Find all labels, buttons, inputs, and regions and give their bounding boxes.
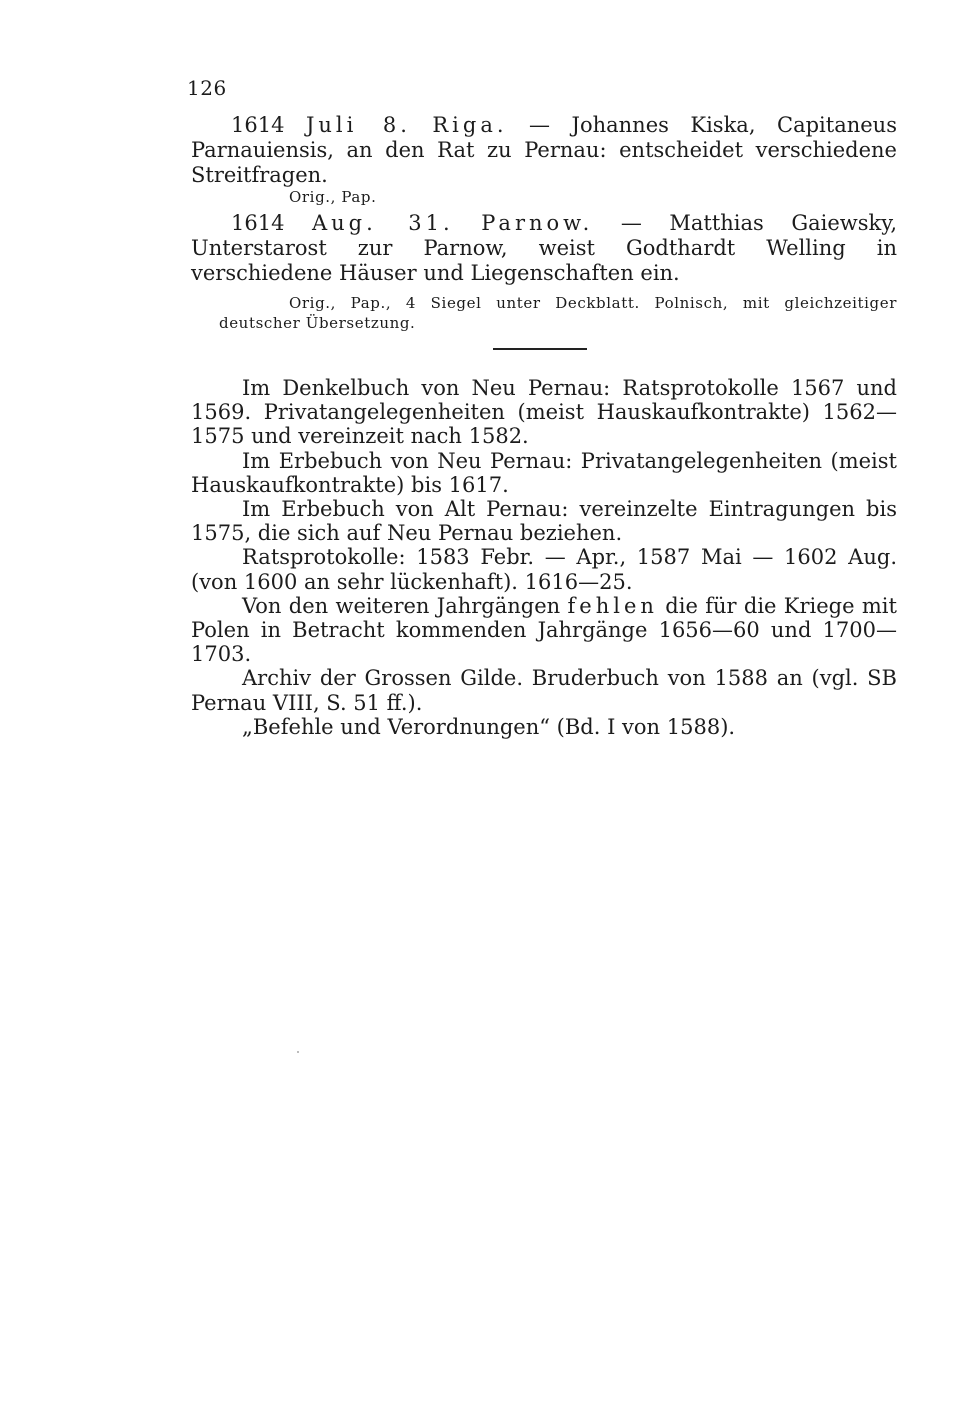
- section-divider: [493, 348, 587, 350]
- entry-text: [191, 113, 897, 188]
- entry-year: 1614: [231, 113, 285, 137]
- entry-note: Orig., Pap.: [289, 188, 377, 206]
- regest-entry: [191, 113, 897, 188]
- fehlen-before: Von den weiteren Jahrgängen: [242, 593, 561, 618]
- fehlen-emphasis: fehlen: [567, 593, 658, 618]
- entry-summary: — Matthias Gaiewsky, Unterstarost zur Parnow, weist Godthardt Welling in verschiedene Häuser und Liegenschaften ein.: [191, 211, 897, 285]
- entry-text: [191, 211, 897, 286]
- entry-summary: — Johannes Kiska, Capitaneus Parnauiensis, an den Rat zu Pernau: entscheidet verschiedene Streitfragen.: [191, 113, 897, 187]
- overview-paragraph: „Befehle und Verordnungen“ (Bd. I von 1588).: [242, 714, 736, 739]
- overview-paragraph: [191, 594, 897, 667]
- archive-overview: [191, 376, 897, 739]
- entry-date: Juli 8.: [305, 113, 411, 137]
- entry-place: Parnow.: [481, 211, 594, 235]
- overview-paragraph: Ratsprotokolle: 1583 Febr. — Apr., 1587 Mai — 1602 Aug. (von 1600 an sehr lückenhaft). 1616—25.: [191, 545, 897, 594]
- entry-year: 1614: [231, 211, 285, 235]
- overview-paragraph: Im Erbebuch von Neu Pernau: Privatangelegenheiten (meist Hauskaufkontrakte) bis 1617.: [191, 448, 897, 497]
- page-number: 126: [187, 76, 227, 100]
- overview-paragraph: Archiv der Grossen Gilde. Bruderbuch von 1588 an (vgl. SB Pernau VIII, S. 51 ff.).: [191, 666, 897, 715]
- fehlen-after: die für die Kriege mit Polen in Betracht kommenden Jahrgänge 1656—60 und 1700—1703.: [191, 593, 897, 667]
- overview-paragraph: Im Erbebuch von Alt Pernau: vereinzelte Eintragungen bis 1575, die sich auf Neu Pernau beziehen.: [191, 497, 897, 546]
- overview-paragraph: Im Denkelbuch von Neu Pernau: Ratsprotokolle 1567 und 1569. Privatangelegenheiten (meist Hauskaufkontrakte) 1562—1575 und vereinzeit nach 1582.: [191, 376, 897, 449]
- entry-place: Riga.: [432, 113, 508, 137]
- entry-note: Orig., Pap., 4 Siegel unter Deckblatt. Polnisch, mit gleichzeitiger deutscher Übersetzung.: [219, 294, 897, 332]
- scan-speck: [297, 1051, 299, 1053]
- regest-entry: [191, 211, 897, 286]
- entry-date: Aug. 31.: [311, 211, 454, 235]
